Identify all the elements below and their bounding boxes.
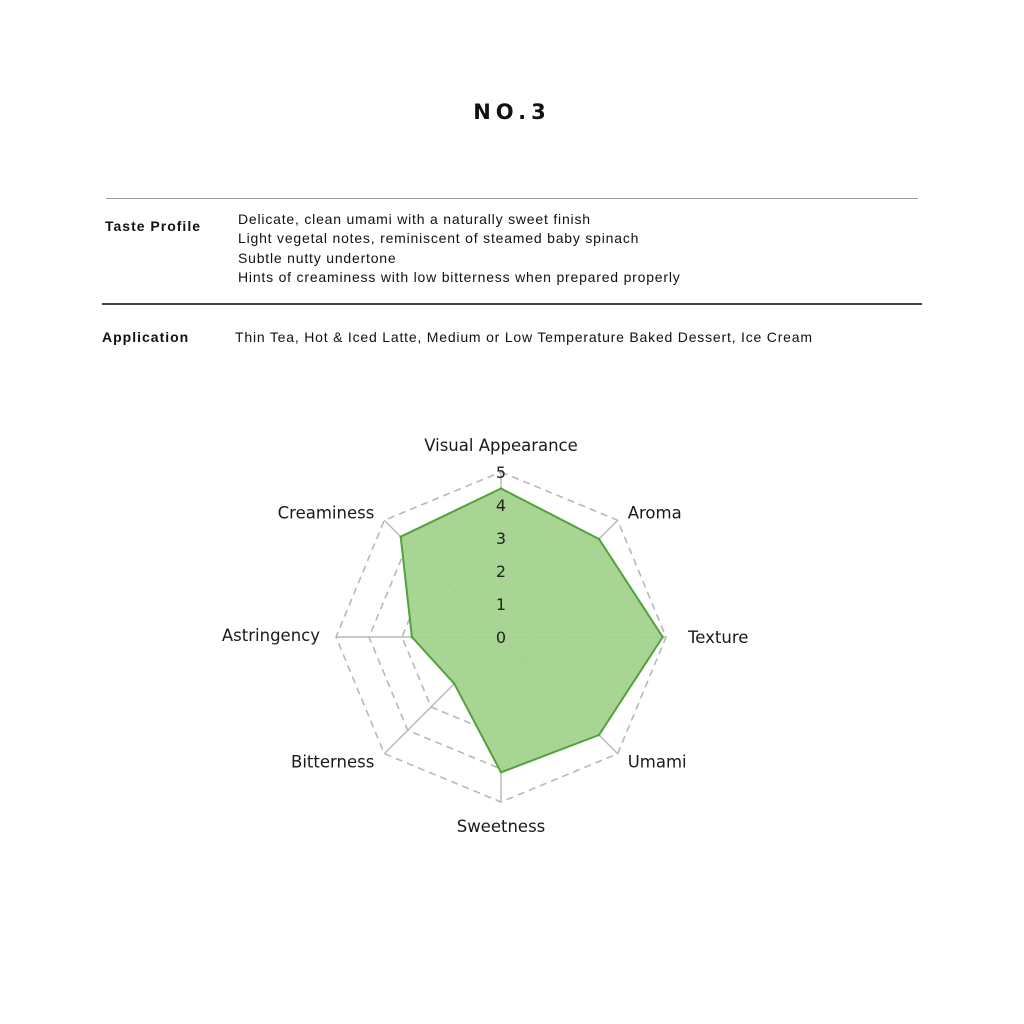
radar-point: [598, 734, 600, 736]
taste-profile-label: Taste Profile: [105, 218, 201, 234]
page-title: NO.3: [473, 100, 551, 124]
radar-tick-label: 1: [495, 595, 507, 614]
radar-data: [400, 487, 664, 773]
taste-profile-line: Hints of creaminess with low bitterness when prepared properly: [238, 268, 681, 285]
taste-profile-line: Light vegetal notes, reminiscent of steamed baby spinach: [238, 230, 640, 247]
radar-point: [400, 536, 402, 538]
radar-point: [411, 636, 413, 638]
taste-profile-line: Subtle nutty undertone: [238, 249, 397, 266]
radar-axis-label: Umami: [627, 752, 687, 772]
radar-tick-label: 5: [495, 463, 507, 482]
radar-axis-label: Creaminess: [277, 503, 375, 523]
radar-tick-label: 2: [495, 562, 507, 581]
application-label: Application: [102, 329, 190, 345]
application-text: Thin Tea, Hot & Iced Latte, Medium or Low Temperature Baked Dessert, Ice Cream: [235, 329, 813, 345]
radar-axis-label: Bitterness: [291, 752, 375, 772]
radar-tick-label: 0: [495, 628, 507, 647]
radar-point: [500, 771, 502, 773]
radar-axis-label: Sweetness: [456, 817, 546, 836]
radar-axis-label: Astringency: [221, 626, 320, 645]
radar-tick-label: 4: [495, 496, 507, 515]
radar-axis-label: Aroma: [627, 503, 682, 523]
radar-point: [500, 487, 502, 489]
taste-profile-line: Delicate, clean umami with a naturally sweet finish: [238, 211, 591, 227]
radar-axis-label: Texture: [688, 628, 749, 647]
radar-tick-label: 3: [495, 529, 507, 548]
radar-point: [598, 538, 600, 540]
radar-axis-label: Visual Appearance: [424, 436, 578, 455]
radar-point: [662, 636, 664, 638]
radar-point: [453, 683, 455, 685]
radar-series-area: [401, 489, 663, 773]
